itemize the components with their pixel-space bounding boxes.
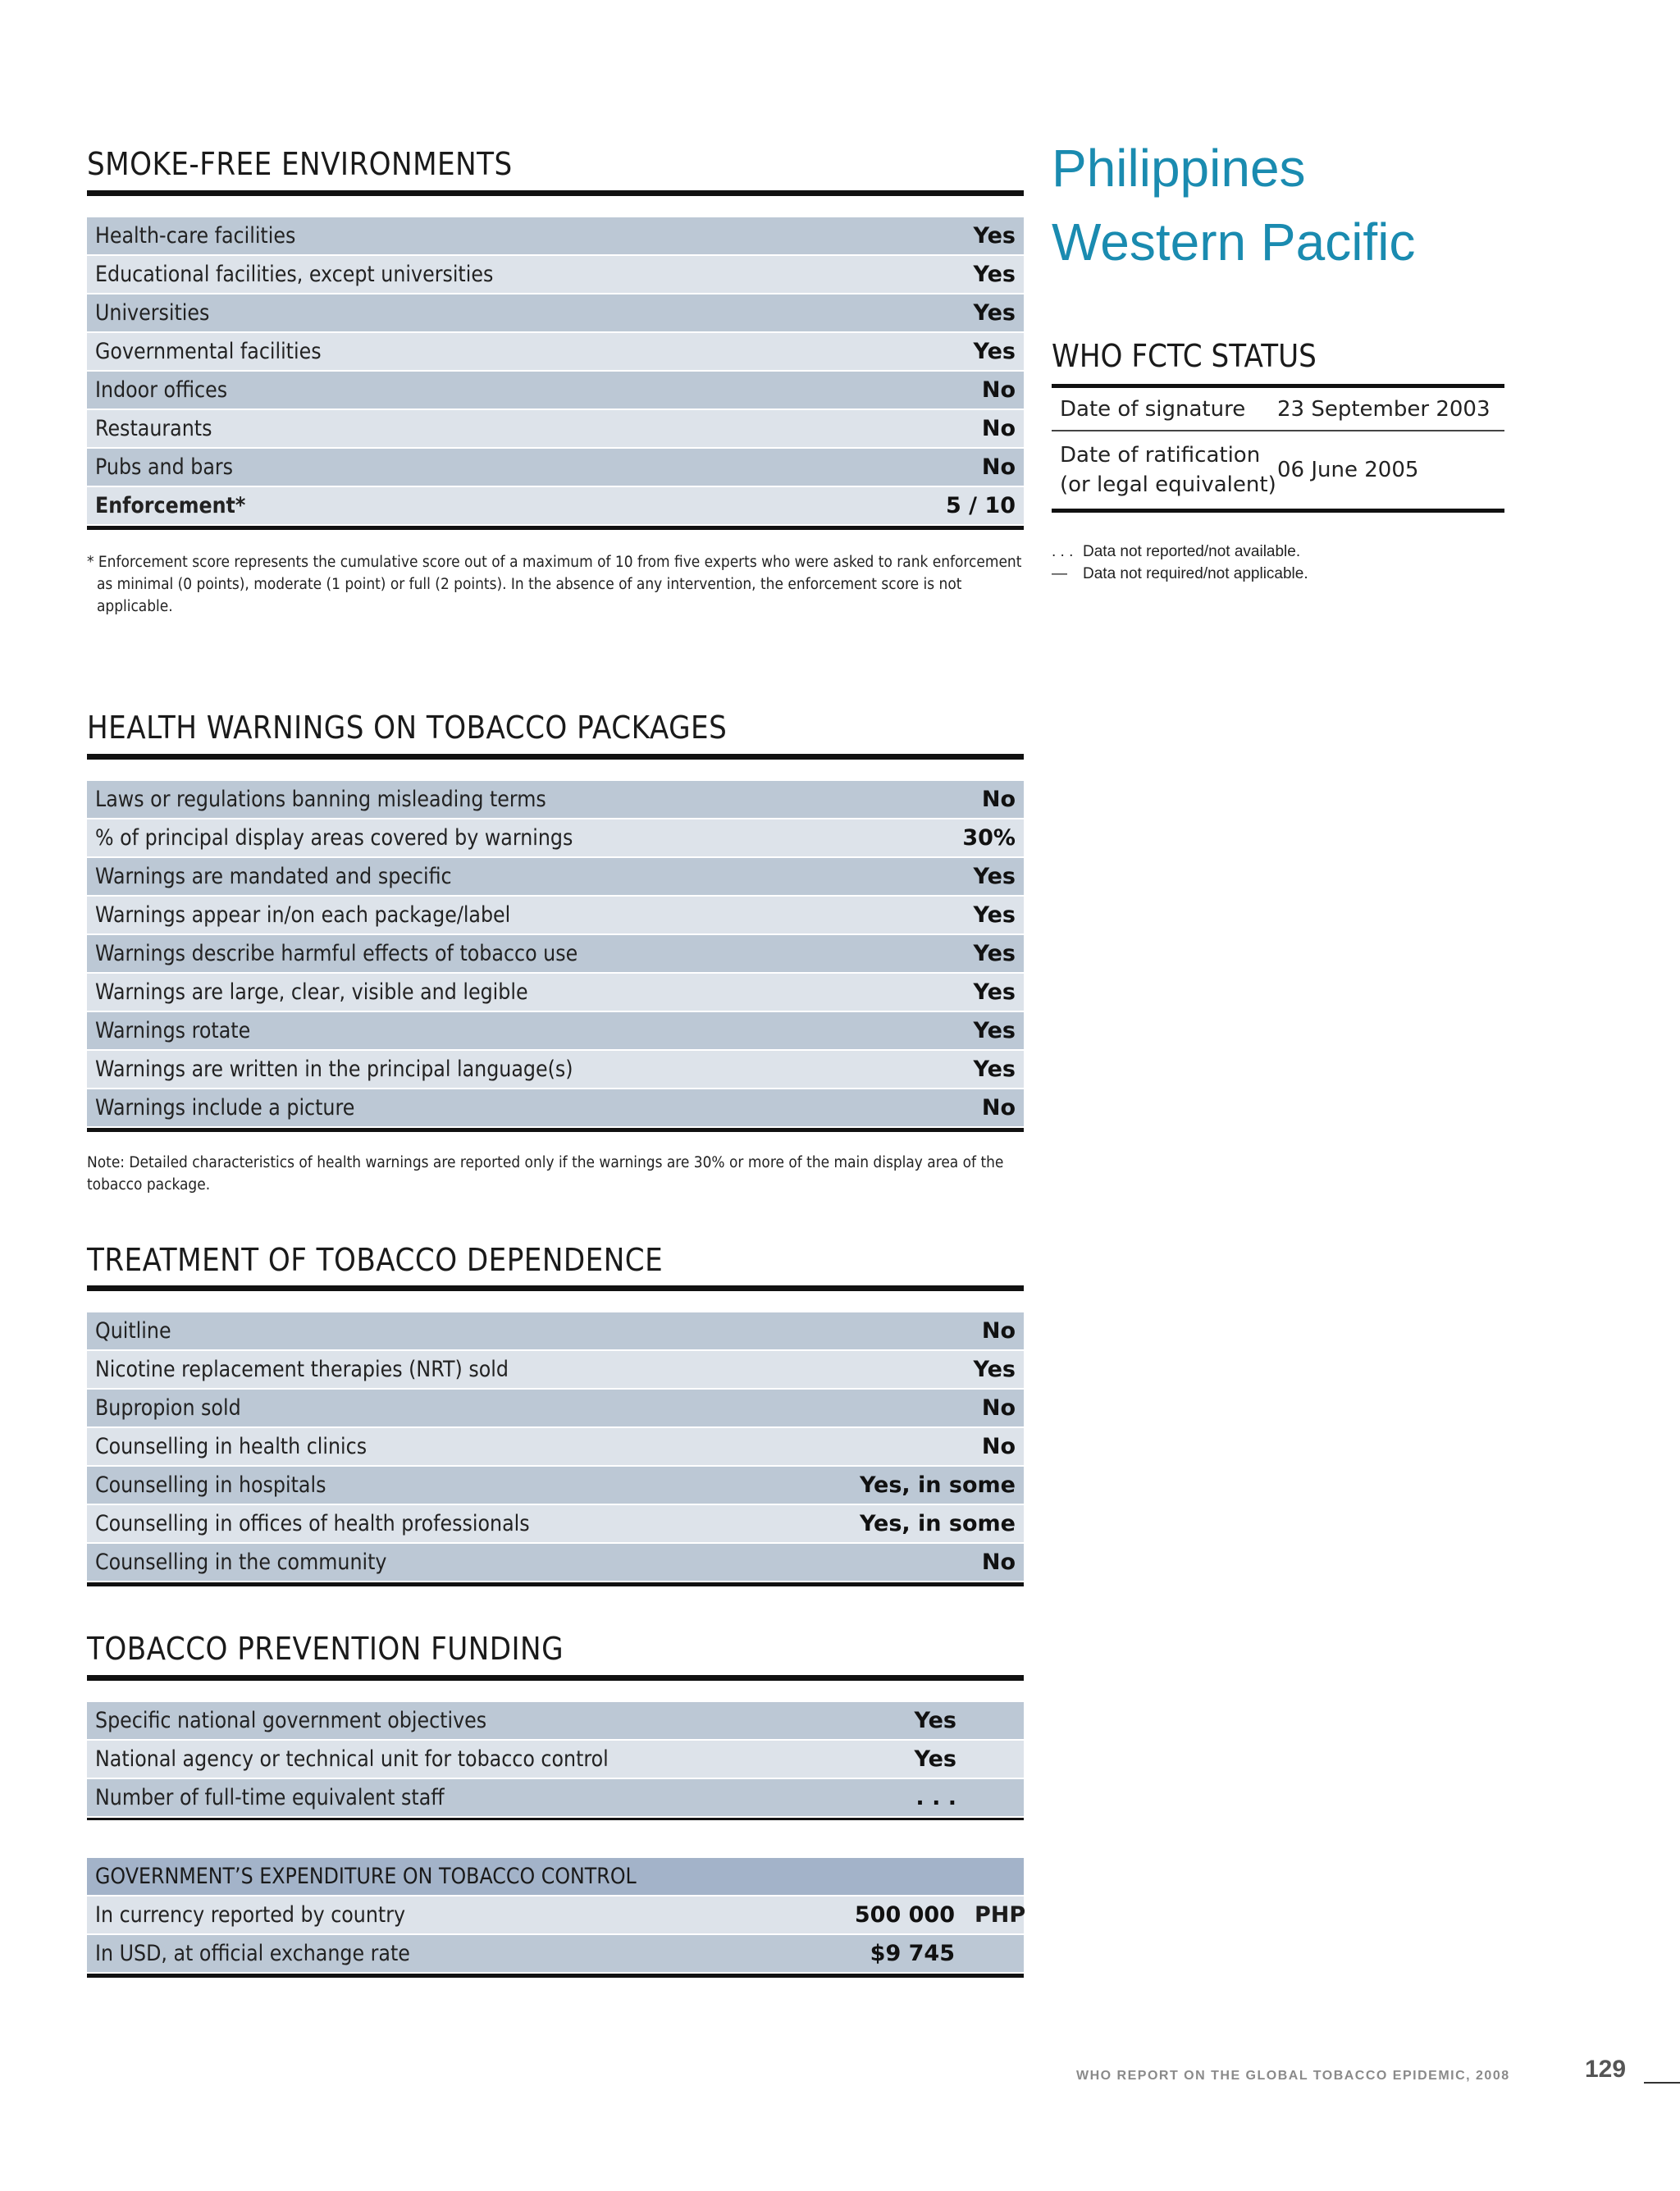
table-row xyxy=(87,1935,1024,1974)
expenditure-header xyxy=(87,1858,1024,1897)
row-label: Enforcement* xyxy=(95,492,246,518)
row-label: Universities xyxy=(95,299,210,326)
table-row xyxy=(87,333,1024,372)
table-row xyxy=(87,819,1024,858)
section-title: TOBACCO PREVENTION FUNDING xyxy=(87,1631,564,1668)
row-label: National agency or technical unit for tobacco control xyxy=(95,1746,609,1773)
row-label: Warnings are large, clear, visible and legible xyxy=(95,979,528,1005)
row-value: Yes, in some xyxy=(859,1472,1016,1499)
treatment-table xyxy=(87,1312,1024,1582)
row-label: Counselling in offices of health professionals xyxy=(95,1511,530,1537)
table-row xyxy=(87,1351,1024,1390)
row-value: Yes xyxy=(973,940,1016,966)
fctc-title: WHO FCTC STATUS xyxy=(1052,338,1317,374)
row-value-group xyxy=(870,1941,1016,1966)
signature-label: Date of signature xyxy=(1060,396,1246,422)
row-value: 5 / 10 xyxy=(945,492,1016,518)
row-label: Counselling in health clinics xyxy=(95,1434,368,1460)
table-row xyxy=(87,1428,1024,1467)
row-value: Yes xyxy=(973,222,1016,249)
nr-text: Data not required/not applicable. xyxy=(1083,565,1308,582)
page-rule xyxy=(1644,2082,1680,2084)
funding-table xyxy=(87,1702,1024,1818)
row-value: No xyxy=(981,415,1016,441)
right-column xyxy=(1052,131,1504,585)
enforcement-row xyxy=(87,487,1024,526)
na-text: Data not reported/not available. xyxy=(1083,543,1301,560)
row-label: Warnings rotate xyxy=(95,1017,251,1043)
row-value: Yes, in some xyxy=(859,1511,1016,1537)
legend-na xyxy=(1052,541,1504,563)
signature-value: 23 September 2003 xyxy=(1277,396,1491,422)
treatment-section xyxy=(87,1241,1024,1587)
row-label: Educational facilities, except universities xyxy=(95,261,494,287)
table-row xyxy=(87,1544,1024,1582)
table-row xyxy=(87,1390,1024,1428)
na-symbol: . . . xyxy=(1052,543,1074,560)
table-row xyxy=(87,1312,1024,1351)
table-row xyxy=(87,858,1024,897)
table-row xyxy=(87,897,1024,935)
row-value: No xyxy=(981,377,1016,403)
row-label: Warnings are written in the principal language(s) xyxy=(95,1056,573,1082)
row-value: Yes xyxy=(973,338,1016,364)
row-value: No xyxy=(981,454,1016,480)
row-label: Bupropion sold xyxy=(95,1395,241,1422)
funding-section xyxy=(87,1632,1024,1820)
left-column xyxy=(87,148,1024,1978)
row-value: Yes xyxy=(973,261,1016,287)
note-line: Note: Detailed characteristics of health warnings are reported only if the warnings are 30% or more of the main display area of the xyxy=(87,1153,1004,1171)
row-value-group xyxy=(854,1902,1026,1929)
table-row xyxy=(87,1779,1024,1818)
divider xyxy=(87,1285,1024,1291)
row-label: Indoor offices xyxy=(95,377,228,403)
row-value: No xyxy=(981,1550,1016,1576)
section-title: TREATMENT OF TOBACCO DEPENDENCE xyxy=(87,1241,664,1278)
divider xyxy=(1052,509,1504,513)
table-row xyxy=(87,1051,1024,1089)
expenditure-section xyxy=(87,1858,1024,1978)
divider xyxy=(87,1675,1024,1681)
page-number: 129 xyxy=(1585,2056,1627,2083)
row-label: In currency reported by country xyxy=(95,1902,406,1929)
table-row xyxy=(87,410,1024,449)
legend-nr xyxy=(1052,563,1504,585)
row-value: No xyxy=(981,1318,1016,1344)
divider xyxy=(87,190,1024,196)
nr-symbol: — xyxy=(1052,565,1067,582)
country-name: Philippines xyxy=(1052,139,1306,198)
row-value: . . . xyxy=(915,1785,956,1811)
table-row xyxy=(87,974,1024,1012)
table-row xyxy=(87,256,1024,294)
row-label: Warnings appear in/on each package/label xyxy=(95,902,511,928)
row-value: 500 000 xyxy=(854,1902,955,1929)
divider xyxy=(87,1974,1024,1978)
row-label: Governmental facilities xyxy=(95,338,322,364)
row-label: Nicotine replacement therapies (NRT) sold xyxy=(95,1357,509,1383)
divider xyxy=(87,1582,1024,1586)
ratification-value: 06 June 2005 xyxy=(1277,458,1419,482)
expenditure-table xyxy=(87,1897,1024,1974)
divider xyxy=(87,1818,1024,1820)
row-value: Yes xyxy=(973,863,1016,889)
row-label: Number of full-time equivalent staff xyxy=(95,1785,445,1811)
divider xyxy=(87,1128,1024,1132)
section-title: HEALTH WARNINGS ON TOBACCO PACKAGES xyxy=(87,709,728,746)
row-value: Yes xyxy=(973,902,1016,928)
ratification-label xyxy=(1052,440,1277,500)
ratification-label-line: Date of ratification xyxy=(1060,443,1261,468)
table-row xyxy=(87,1897,1024,1935)
row-label: Specific national government objectives xyxy=(95,1708,487,1734)
region-name: Western Pacific xyxy=(1052,212,1416,272)
signature-row xyxy=(1052,388,1504,431)
health-warnings-table xyxy=(87,781,1024,1128)
report-footer: WHO REPORT ON THE GLOBAL TOBACCO EPIDEMIC, 2008 xyxy=(1076,2069,1510,2083)
smoke-free-table xyxy=(87,217,1024,487)
enforcement-footnote xyxy=(87,551,1024,618)
table-row xyxy=(87,449,1024,487)
table-row xyxy=(87,294,1024,333)
row-label: Counselling in hospitals xyxy=(95,1472,326,1499)
row-value: No xyxy=(981,1094,1016,1121)
footnote-line: as minimal (0 points), moderate (1 point) or full (2 points). In the absence of any intervention, the enforcement score is not applicable. xyxy=(96,575,962,615)
row-label: % of principal display areas covered by warnings xyxy=(95,824,573,851)
row-label: Warnings describe harmful effects of tobacco use xyxy=(95,940,578,966)
row-value: No xyxy=(981,1395,1016,1422)
row-value: 30% xyxy=(962,824,1016,851)
row-label: In USD, at official exchange rate xyxy=(95,1941,410,1967)
row-unit: PHP xyxy=(975,1902,1026,1929)
footnote-line: * Enforcement score represents the cumulative score out of a maximum of 10 from five experts who were asked to rank enforcement xyxy=(87,553,1022,571)
legend xyxy=(1052,541,1504,585)
table-row xyxy=(87,935,1024,974)
divider xyxy=(87,526,1024,530)
row-label: Warnings are mandated and specific xyxy=(95,863,452,889)
divider xyxy=(87,754,1024,760)
row-value: Yes xyxy=(973,1056,1016,1082)
table-row xyxy=(87,1702,1024,1741)
note-line: tobacco package. xyxy=(87,1175,211,1194)
table-row xyxy=(87,1467,1024,1505)
row-label: Laws or regulations banning misleading terms xyxy=(95,786,546,812)
table-row xyxy=(87,1089,1024,1128)
ratification-row xyxy=(1052,431,1504,509)
row-value: Yes xyxy=(914,1746,956,1773)
section-title: SMOKE-FREE ENVIRONMENTS xyxy=(87,146,513,182)
smoke-free-section xyxy=(87,148,1024,618)
expenditure-title: GOVERNMENT’S EXPENDITURE ON TOBACCO CONTROL xyxy=(95,1864,637,1890)
ratification-label-line: (or legal equivalent) xyxy=(1060,472,1276,497)
health-warnings-section xyxy=(87,711,1024,1196)
table-row xyxy=(87,1012,1024,1051)
row-value: No xyxy=(981,786,1016,812)
row-value: Yes xyxy=(973,979,1016,1005)
row-label: Pubs and bars xyxy=(95,454,234,480)
table-row xyxy=(87,1741,1024,1779)
table-row xyxy=(87,217,1024,256)
row-value: No xyxy=(981,1434,1016,1460)
table-row xyxy=(87,372,1024,410)
health-warnings-note xyxy=(87,1152,1024,1196)
row-label: Health-care facilities xyxy=(95,222,296,249)
row-value: Yes xyxy=(973,1357,1016,1383)
row-value: Yes xyxy=(973,299,1016,326)
row-label: Counselling in the community xyxy=(95,1550,387,1576)
row-label: Warnings include a picture xyxy=(95,1094,355,1121)
row-label: Restaurants xyxy=(95,415,212,441)
table-row xyxy=(87,781,1024,819)
row-label: Quitline xyxy=(95,1318,171,1344)
row-value: $9 745 xyxy=(870,1941,955,1967)
row-value: Yes xyxy=(973,1017,1016,1043)
table-row xyxy=(87,1505,1024,1544)
row-value: Yes xyxy=(914,1708,956,1734)
